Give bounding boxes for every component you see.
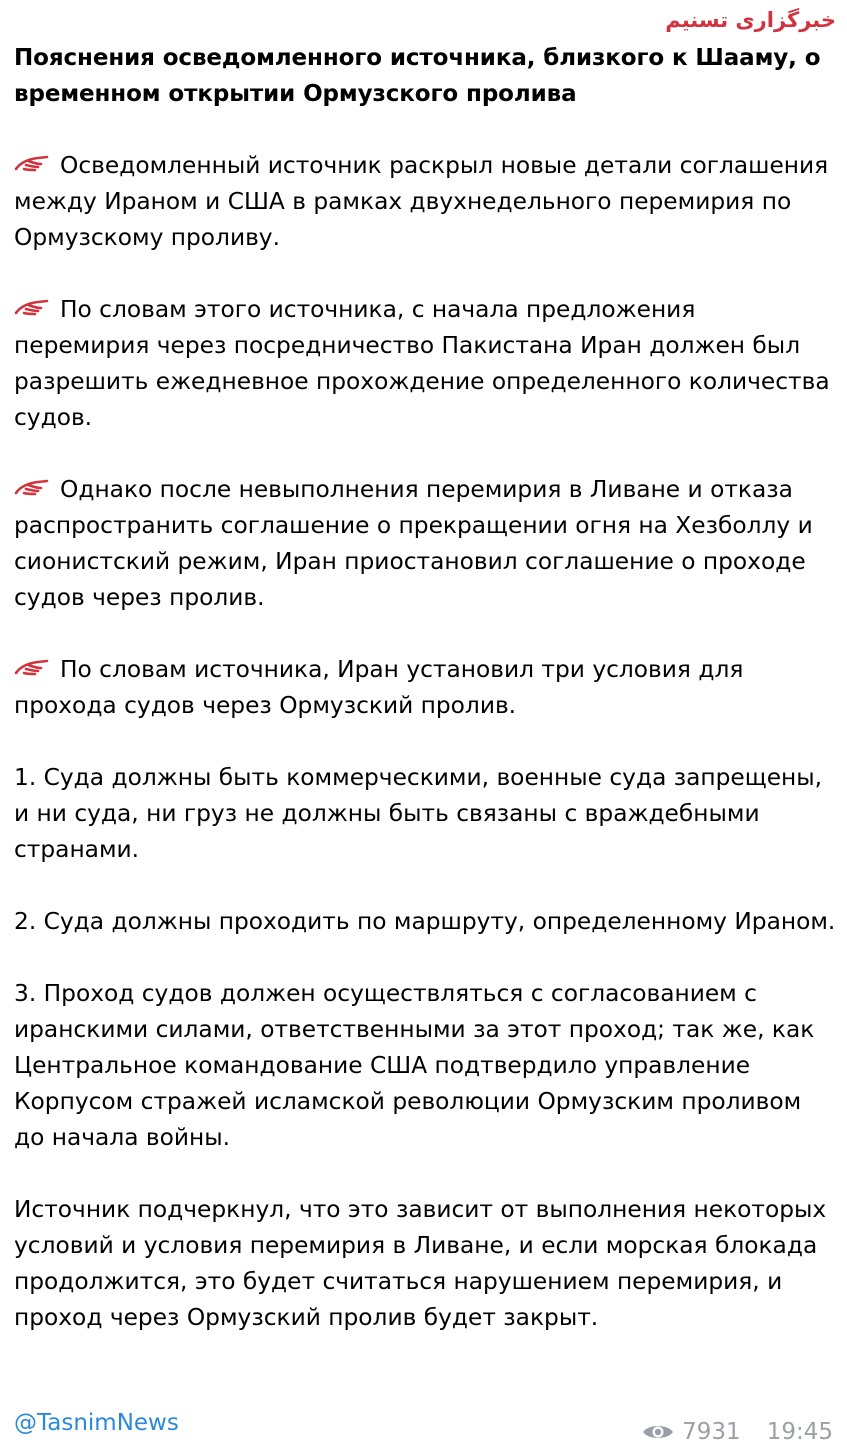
paragraph-text: Однако после невыполнения перемирия в Ливане и отказа распространить соглашение о прекращении огня на Хезболлу и сионистский режим, Иран приостановил соглашение о проходе судов через пролив.: [14, 476, 813, 611]
signature-link[interactable]: @TasnimNews: [14, 1410, 179, 1436]
view-count: 7931: [682, 1419, 741, 1445]
post-title: Пояснения осведомленного источника, близкого к Шааму, о временном открытии Ормузского пролива: [14, 45, 821, 107]
message-meta: [642, 1414, 833, 1450]
paragraph-text: По словам источника, Иран установил три условия для прохода судов через Ормузский пролив.: [14, 656, 744, 719]
pointing-hand-icon: [14, 153, 50, 175]
paragraph-text: По словам этого источника, с начала предложения перемирия через посредничество Пакистана Иран должен был разрешить ежедневное прохождение определенного количества судов.: [14, 296, 830, 431]
message-post: [14, 0, 836, 1336]
pointing-hand-icon: [14, 297, 50, 319]
condition-3: 3. Проход судов должен осуществляться с согласованием с иранскими силами, ответственными за этот проход; так же, как Центральное командование США подтвердило управление Корпусом стражей исламской революции Ормузским проливом до начала войны.: [14, 980, 815, 1151]
message-time: 19:45: [766, 1419, 833, 1445]
paragraph-3: [14, 472, 836, 616]
closing-paragraph: Источник подчеркнул, что это зависит от выполнения некоторых условий и условия перемирия в Ливане, и если морская блокада продолжится, это будет считаться нарушением перемирия, и проход через Ормузский пролив будет закрыт.: [14, 1196, 827, 1331]
paragraph-4: [14, 652, 836, 724]
condition-1: 1. Суда должны быть коммерческими, военные суда запрещены, и ни суда, ни груз не должны быть связаны с враждебными странами.: [14, 764, 823, 863]
paragraph-text: Осведомленный источник раскрыл новые детали соглашения между Ираном и США в рамках двухнедельного перемирия по Ормузскому проливу.: [14, 152, 829, 251]
channel-name[interactable]: خبرگزاری تسنیم: [665, 8, 836, 32]
paragraph-2: [14, 292, 836, 436]
eye-icon: [642, 1421, 674, 1443]
pointing-hand-icon: [14, 657, 50, 679]
condition-2: 2. Суда должны проходить по маршруту, определенному Ираном.: [14, 908, 836, 935]
pointing-hand-icon: [14, 477, 50, 499]
paragraph-1: [14, 148, 836, 256]
